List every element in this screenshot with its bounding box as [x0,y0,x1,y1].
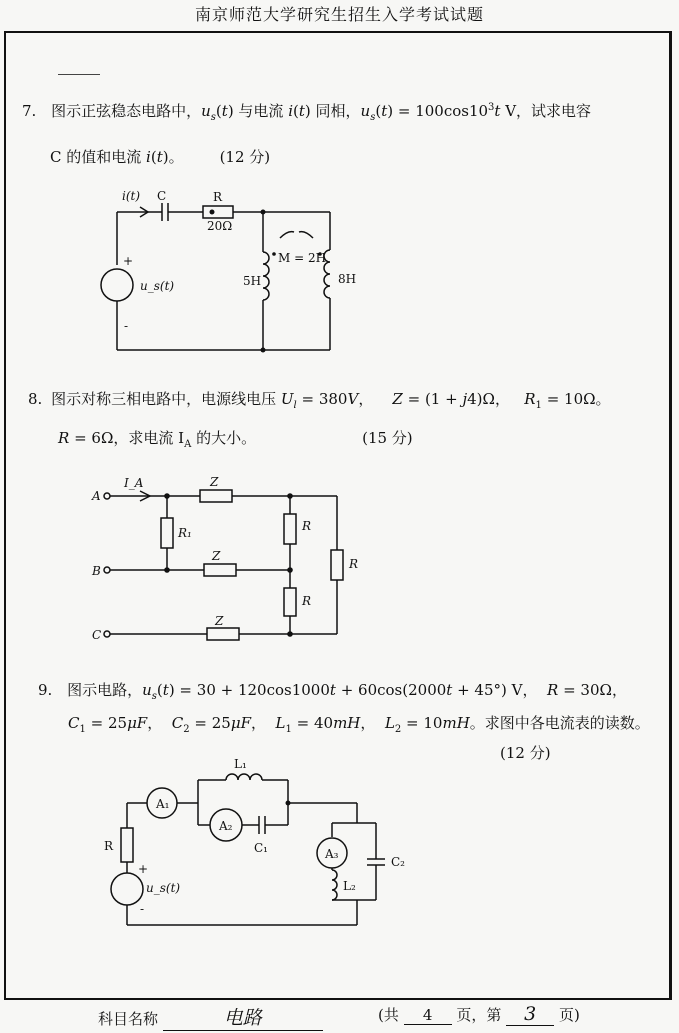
q8-r-bottom [284,588,296,616]
page-header: 南京师范大学研究生招生入学考试试题 [194,5,484,24]
q8-label-r1: R₁ [178,526,192,540]
q7-text-line1: 7. 图示正弦稳态电路中，$u_s(t)$ 与电流 i(t) 同相，$u_s(t) = 100\cos 10^3t$ V，试求电容 [22,102,592,123]
q8-r-top [284,514,296,544]
q8-text-line2: R = 6Ω，求电流 $I_A$ 的大小。 (15 分) [58,429,413,450]
q9-label-l2: L₂ [343,879,356,893]
q8-label-z-b: Z [212,549,221,563]
q9-inductor-l1 [226,774,262,780]
q8-text-line1: 8. 图示对称三相电路中，电源线电压 $U_l = 380V$， Z = (1 + j4)Ω， $R_1 = 10\Omega$。 [28,390,611,411]
q8-label-a: A [92,489,101,503]
q8-points: (15 分) [362,429,413,447]
q8-r1 [161,518,173,548]
q7-inductor-5h [263,252,269,300]
q7-label-5h: 5H [243,274,262,288]
q9-label-c1: C₁ [254,841,268,855]
footer-total-pages: 4 [404,1006,452,1025]
q7-text-line2: C 的值和电流 i(t)。 (12 分) [50,148,271,166]
q8-z-c [207,628,239,640]
q7-mutual-arrow-left [280,232,294,238]
q7-label-m: M = 2H [278,251,327,265]
footer-subject [98,1003,323,1031]
q8-label-ia: I_A [124,476,144,490]
q9-voltage-source [111,873,143,905]
q7-label-us: u_s(t) [140,279,175,293]
q9-label-c2: C₂ [391,855,405,869]
q8-r-right [331,550,343,580]
q9-label-a2: A₂ [219,819,233,833]
q9-label-minus: - [140,902,145,916]
q9-label-a1: A₁ [156,797,170,811]
q7-mutual-arrow-right [299,232,313,238]
footer-subject-label: 科目名称 [98,1010,159,1028]
q9-label-plus: + [138,862,149,876]
q8-label-r-top: R [302,519,312,533]
q9-label-l1: L₁ [234,757,247,771]
q7-label-minus: - [124,319,129,333]
q7-resistor [203,206,233,218]
q8-label-r-bottom: R [302,594,312,608]
footer-total-prefix: (共 [378,1006,399,1024]
q9-points: (12 分) [500,744,551,762]
q8-label-z-c: Z [215,614,224,628]
q8-label-z-a: Z [210,475,219,489]
q7-label-r: R [213,190,223,204]
q9-label-us: u_s(t) [146,881,181,895]
q9-circuit [111,774,385,925]
q9-label-a3: A₃ [325,847,339,861]
q9-text-line1: 9. 图示电路，$u_s(t) = 30 + 120\cos 1000t + 60\cos(2000t + 45^\circ)$ V， R = 30Ω， [38,681,627,702]
q7-voltage-source [101,269,133,301]
footer-page-mid: 页，第 [456,1006,502,1024]
q8-z-b [204,564,236,576]
q8-label-c: C [92,628,102,642]
footer-page-suffix: 页) [559,1006,580,1024]
q7-label-r-value: 20Ω [207,219,233,233]
q8-z-a [200,490,232,502]
q8-label-r-right: R [349,557,359,571]
q8-label-b: B [92,564,101,578]
q9-text-line2: $C_1 = 25\mu F$， $C_2 = 25\mu F$， $L_1 = 40mH$， $L_2 = 10mH$。求图中各电流表的读数。 [68,714,650,735]
q9-label-r: R [104,839,114,853]
q8-circuit [104,490,343,640]
q7-label-plus: + [123,254,134,268]
footer-current-page: 3 [506,1003,554,1026]
q7-label-c: C [157,189,167,203]
footer-subject-value: 电路 [163,1003,323,1031]
q9-inductor-l2 [332,870,337,900]
q7-label-it: i(t) [122,189,141,203]
q7-points: (12 分) [219,148,271,166]
q9-resistor [121,828,133,862]
q9-number: 9. [38,681,53,699]
q7-label-8h: 8H [338,272,357,286]
footer-pages [378,1003,580,1026]
q7-number: 7. [22,102,37,120]
q8-number: 8. [28,390,43,408]
